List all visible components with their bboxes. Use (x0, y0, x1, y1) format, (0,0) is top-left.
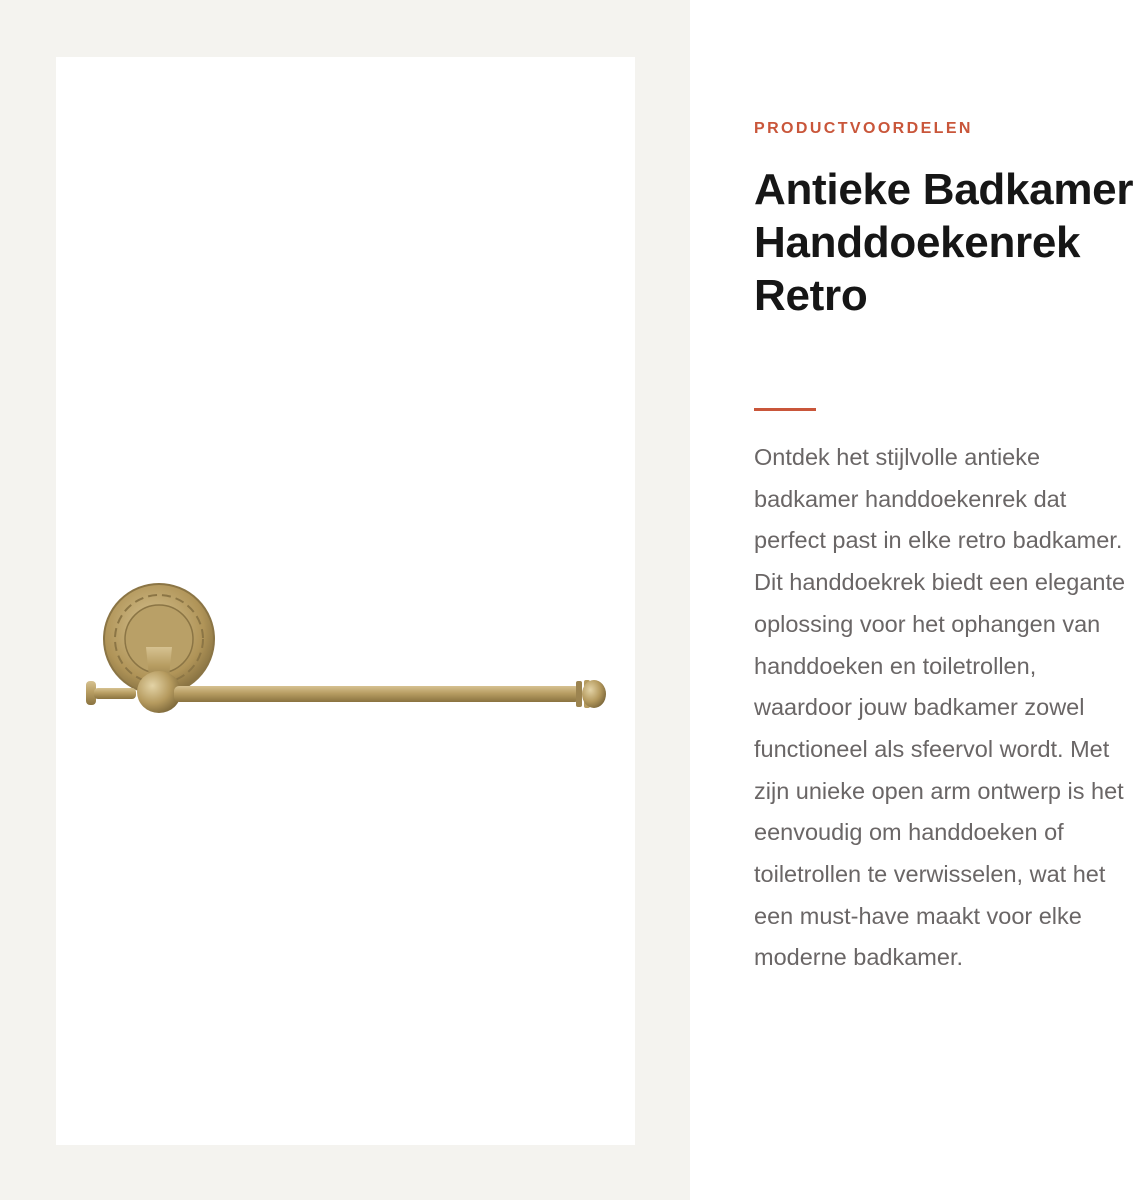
product-info (754, 0, 1142, 1200)
accent-divider (754, 408, 816, 411)
product-description: Ontdek het stijlvolle antieke badkamer handdoekenrek dat perfect past in elke retro badkamer. Dit handdoekrek biedt een elegante oplossing voor het ophangen van handdoeken en toiletrollen, waardoor jouw badkamer zowel functioneel als sfeervol wordt. Met zijn unieke open arm ontwerp is het eenvoudig om handdoeken of toiletrollen te verwisselen, wat het een must-have maakt voor elke moderne badkamer. (754, 444, 1126, 971)
product-image-card (56, 57, 635, 1145)
towel-rack-image (82, 527, 622, 727)
section-eyebrow: PRODUCTVOORDELEN (754, 120, 973, 137)
product-title: Antieke Badkamer Handdoekenrek Retro (754, 165, 1134, 320)
